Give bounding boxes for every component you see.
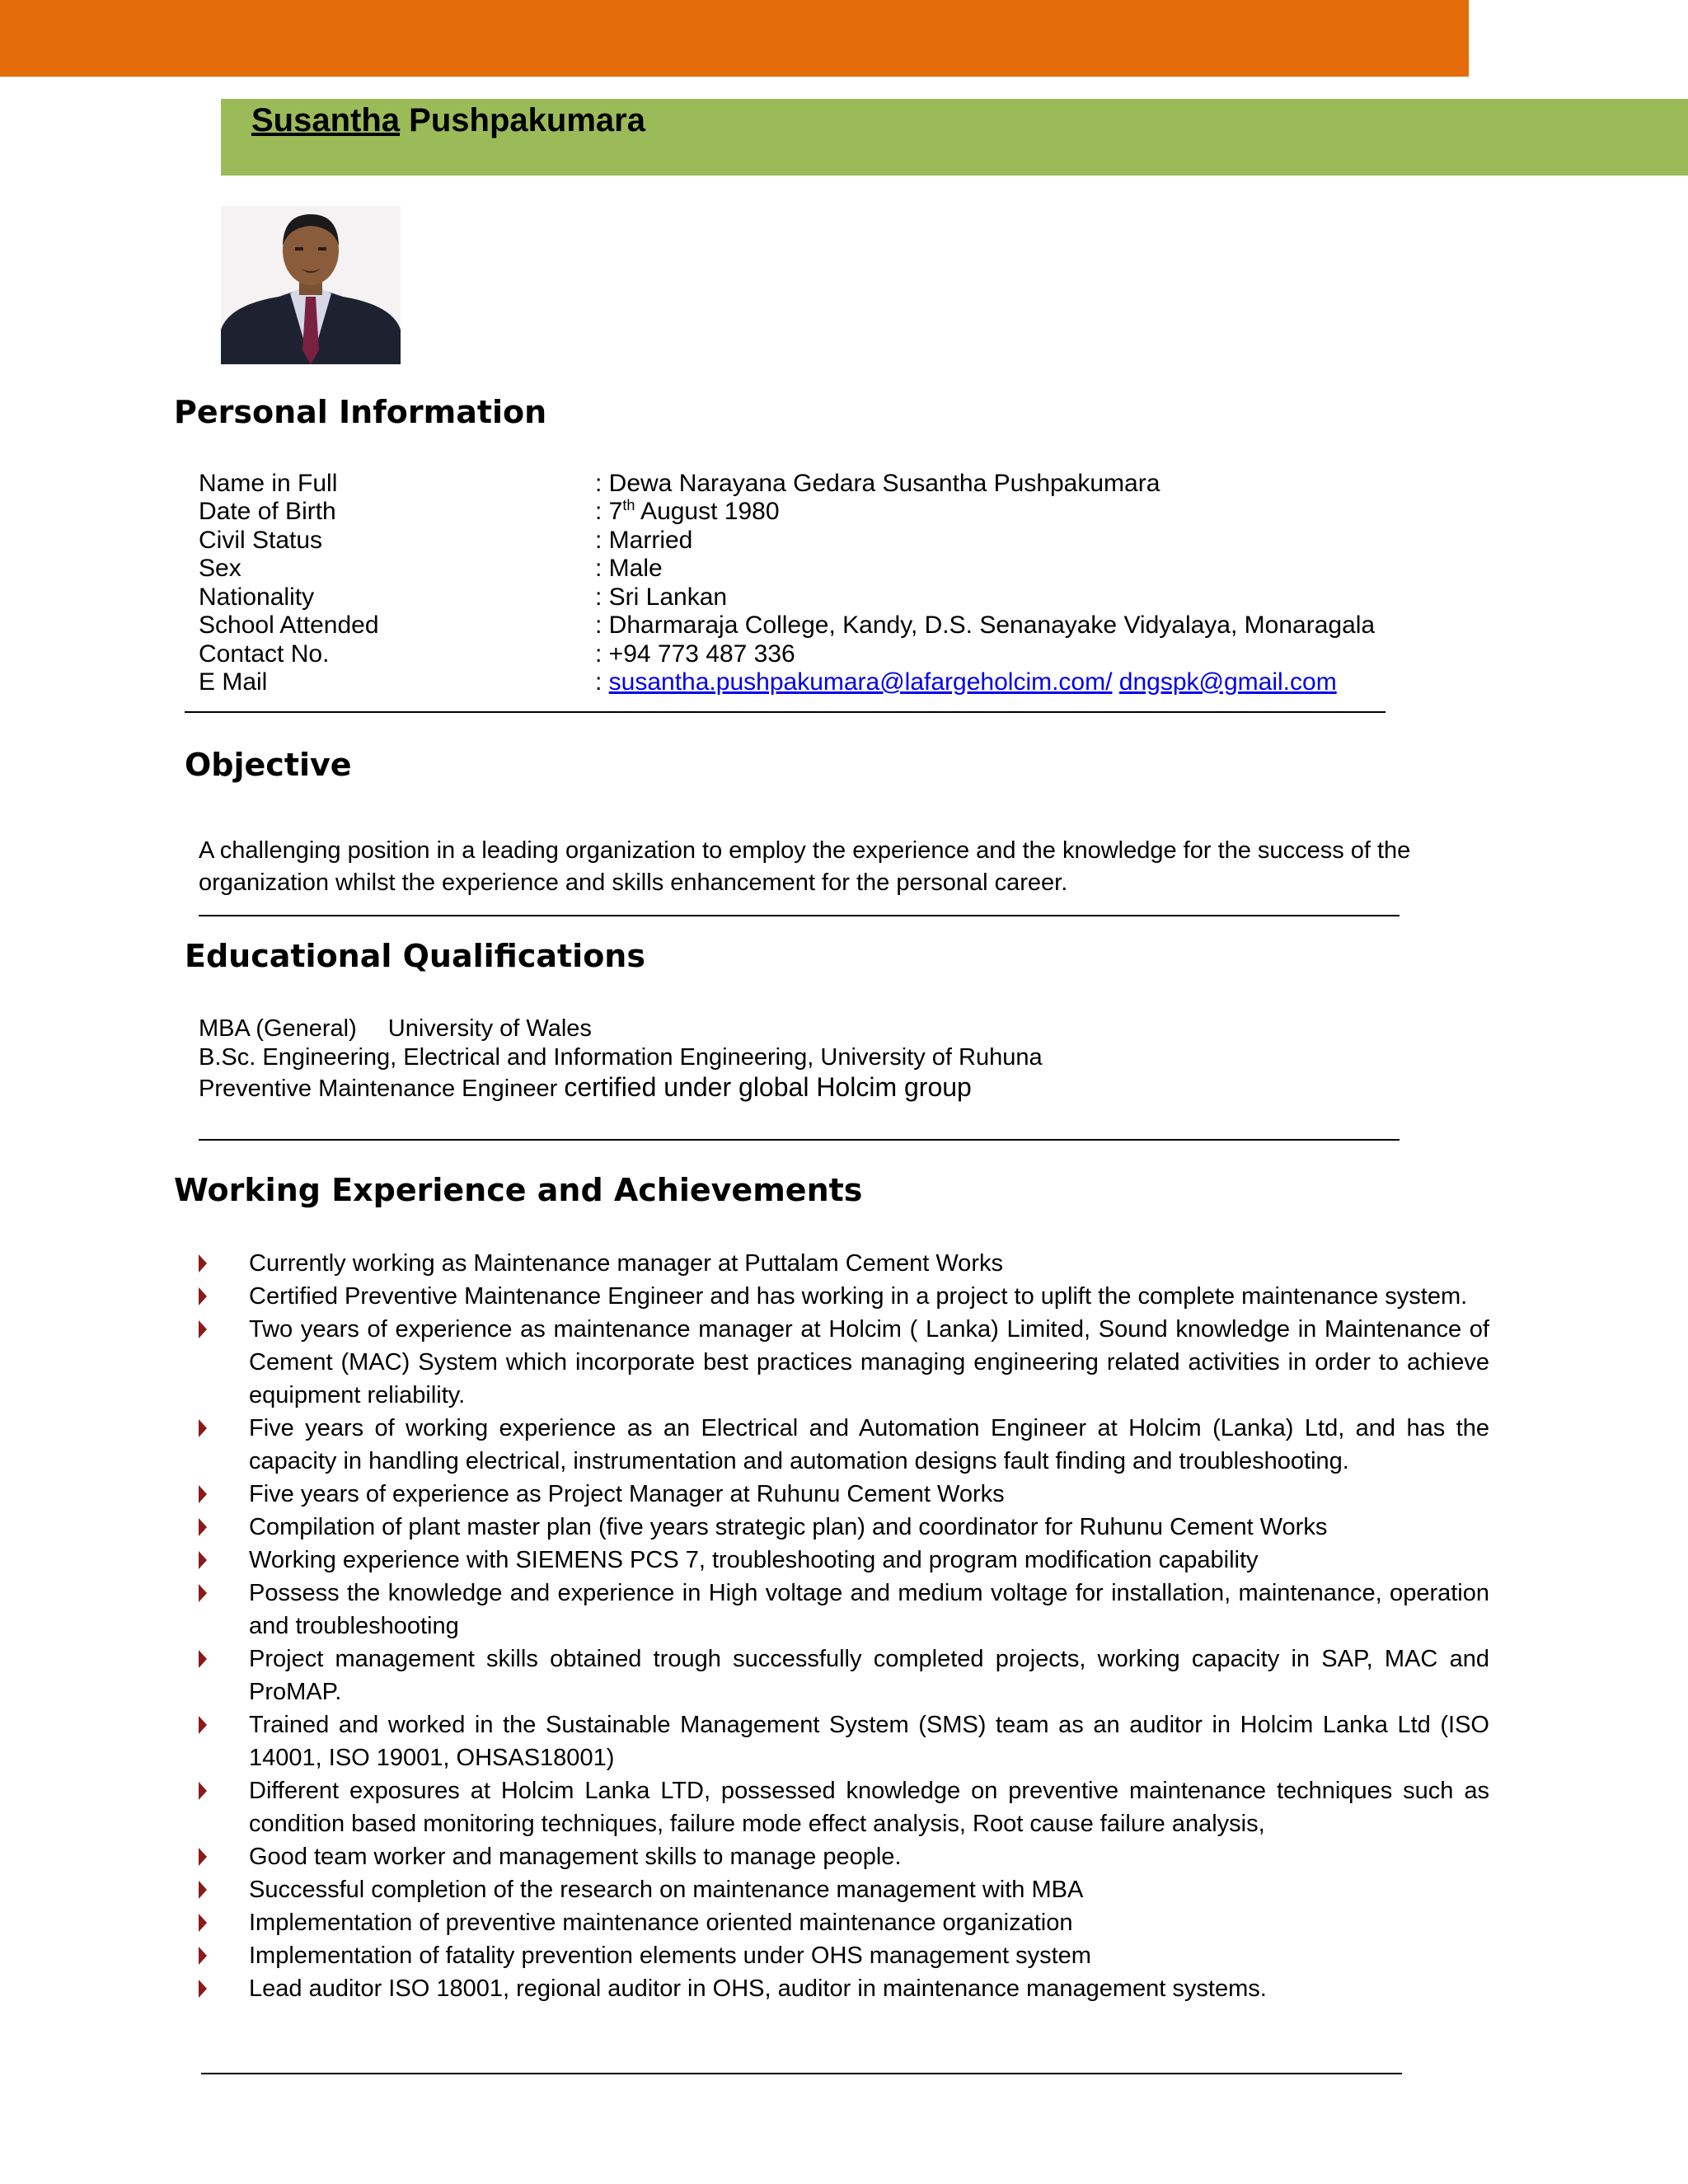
info-value: : Male [595, 555, 663, 582]
list-item [199, 1708, 1489, 1774]
experience-text: Working experience with SIEMENS PCS 7, troubleshooting and program modification capability [249, 1547, 1259, 1573]
info-row-email [199, 668, 1337, 696]
info-row-full-name [199, 470, 1160, 498]
experience-list [199, 1247, 1489, 2005]
experience-text: Possess the knowledge and experience in High voltage and medium voltage for installation, maintenance, operation and troubleshooting [249, 1580, 1489, 1639]
list-item [199, 1643, 1489, 1708]
portrait-illustration [221, 206, 401, 364]
arrow-bullet-icon [199, 1254, 207, 1272]
list-item [199, 1840, 1489, 1873]
list-item [199, 1972, 1489, 2005]
info-label: Contact No. [199, 640, 330, 668]
info-value: : Dewa Narayana Gedara Susantha Pushpakumara [595, 470, 1160, 497]
last-name: Pushpakumara [409, 102, 645, 138]
arrow-bullet-icon [199, 1881, 207, 1899]
section-divider [199, 1139, 1400, 1141]
education-bsc: B.Sc. Engineering, Electrical and Information Engineering, University of Ruhuna [199, 1044, 1043, 1071]
objective-line: organization whilst the experience and skills enhancement for the personal career. [199, 869, 1068, 896]
profile-photo [221, 206, 401, 364]
dob-month-year: August 1980 [635, 498, 780, 525]
personal-info-heading: Personal Information [174, 394, 547, 430]
arrow-bullet-icon [199, 1287, 207, 1305]
objective-heading: Objective [185, 747, 352, 783]
arrow-bullet-icon [199, 1716, 207, 1734]
list-item [199, 1774, 1489, 1840]
objective-text [199, 835, 1410, 899]
experience-text: Successful completion of the research on maintenance management with MBA [249, 1877, 1084, 1903]
experience-text: Certified Preventive Maintenance Engineer and has working in a project to uplift the complete maintenance system. [249, 1283, 1468, 1310]
arrow-bullet-icon [199, 1485, 207, 1503]
dob-ordinal: th [622, 497, 635, 513]
pm-certified-note: certified under global Holcim group [564, 1072, 972, 1102]
info-label: Sex [199, 555, 241, 582]
info-label: Civil Status [199, 527, 323, 554]
experience-text: Five years of experience as Project Manager at Ruhunu Cement Works [249, 1481, 1005, 1507]
section-divider [185, 711, 1386, 713]
info-label: E Mail [199, 668, 268, 696]
list-item [199, 1544, 1489, 1577]
info-label: Date of Birth [199, 498, 336, 525]
personal-email-link[interactable]: dngspk@gmail.com [1118, 668, 1337, 696]
experience-text: Good team worker and management skills to manage people. [249, 1844, 902, 1870]
pm-title: Preventive Maintenance Engineer [199, 1076, 558, 1102]
experience-text: Lead auditor ISO 18001, regional auditor in OHS, auditor in maintenance management systems. [249, 1975, 1267, 2002]
info-value [595, 498, 780, 526]
experience-text: Currently working as Maintenance manager at Puttalam Cement Works [249, 1250, 1003, 1277]
email-colon: : [595, 668, 609, 696]
info-value: : Married [595, 527, 693, 554]
list-item [199, 1280, 1489, 1313]
education-pm-certification [199, 1073, 972, 1103]
info-value [595, 668, 1337, 696]
dob-day: : 7 [595, 498, 623, 525]
experience-text: Compilation of plant master plan (five years strategic plan) and coordinator for Ruhunu Cement Works [249, 1514, 1328, 1540]
list-item [199, 1412, 1489, 1478]
candidate-name [251, 102, 645, 139]
experience-text: Implementation of fatality prevention elements under OHS management system [249, 1943, 1091, 1969]
arrow-bullet-icon [199, 1551, 207, 1569]
arrow-bullet-icon [199, 1914, 207, 1932]
info-value: : Dharmaraja College, Kandy, D.S. Senanayake Vidyalaya, Monaragala [595, 612, 1376, 639]
experience-text: Implementation of preventive maintenance oriented maintenance organization [249, 1910, 1073, 1936]
mba-university: University of Wales [387, 1015, 592, 1042]
info-value: : Sri Lankan [595, 583, 728, 611]
objective-line: A challenging position in a leading organization to employ the experience and the knowledge for the success of the [199, 837, 1411, 864]
experience-text: Different exposures at Holcim Lanka LTD, possessed knowledge on preventive maintenance techniques such as condition based monitoring techniques, failure mode effect analysis, Root cause failure analysis, [249, 1778, 1489, 1837]
experience-heading: Working Experience and Achievements [174, 1172, 863, 1208]
education-heading: Educational Qualifications [185, 938, 645, 974]
section-divider [201, 2073, 1402, 2074]
list-item [199, 1906, 1489, 1939]
list-item [199, 1247, 1489, 1280]
arrow-bullet-icon [199, 1650, 207, 1668]
info-row-date-of-birth [199, 497, 780, 526]
arrow-bullet-icon [199, 1320, 207, 1338]
info-value: : +94 773 487 336 [595, 640, 795, 668]
arrow-bullet-icon [199, 1782, 207, 1800]
info-label: School Attended [199, 612, 379, 639]
info-label: Name in Full [199, 470, 338, 497]
arrow-bullet-icon [199, 1947, 207, 1965]
experience-text: Five years of working experience as an Electrical and Automation Engineer at Holcim (Lanka) Ltd, and has the capacity in handling electrical, instrumentation and automation designs fault finding and troubleshooting. [249, 1415, 1489, 1474]
experience-text: Project management skills obtained trough successfully completed projects, working capacity in SAP, MAC and ProMAP. [249, 1646, 1489, 1705]
info-row-contact [199, 640, 795, 668]
arrow-bullet-icon [199, 1848, 207, 1866]
info-label: Nationality [199, 583, 315, 611]
list-item [199, 1577, 1489, 1643]
list-item [199, 1939, 1489, 1972]
info-row-sex [199, 555, 663, 583]
arrow-bullet-icon [199, 1584, 207, 1602]
arrow-bullet-icon [199, 1518, 207, 1536]
list-item [199, 1478, 1489, 1511]
info-row-school [199, 612, 1376, 640]
work-email-link[interactable]: susantha.pushpakumara@lafargeholcim.com/ [608, 668, 1113, 696]
arrow-bullet-icon [199, 1980, 207, 1998]
first-name: Susantha [251, 102, 401, 138]
experience-text: Trained and worked in the Sustainable Management System (SMS) team as an auditor in Holcim Lanka Ltd (ISO 14001, ISO 19001, OHSAS18001) [249, 1712, 1489, 1771]
list-item [199, 1873, 1489, 1906]
info-row-nationality [199, 583, 728, 612]
mba-degree: MBA (General) [199, 1015, 357, 1042]
education-mba [199, 1015, 592, 1043]
header-orange-bar [0, 0, 1469, 77]
info-row-civil-status [199, 527, 693, 555]
experience-text: Two years of experience as maintenance manager at Holcim ( Lanka) Limited, Sound knowledge in Maintenance of Cement (MAC) System which incorporate best practices managing engineering related activities in order to achieve equipment reliability. [249, 1316, 1489, 1408]
list-item [199, 1511, 1489, 1544]
section-divider [199, 915, 1400, 916]
list-item [199, 1313, 1489, 1412]
arrow-bullet-icon [199, 1419, 207, 1437]
